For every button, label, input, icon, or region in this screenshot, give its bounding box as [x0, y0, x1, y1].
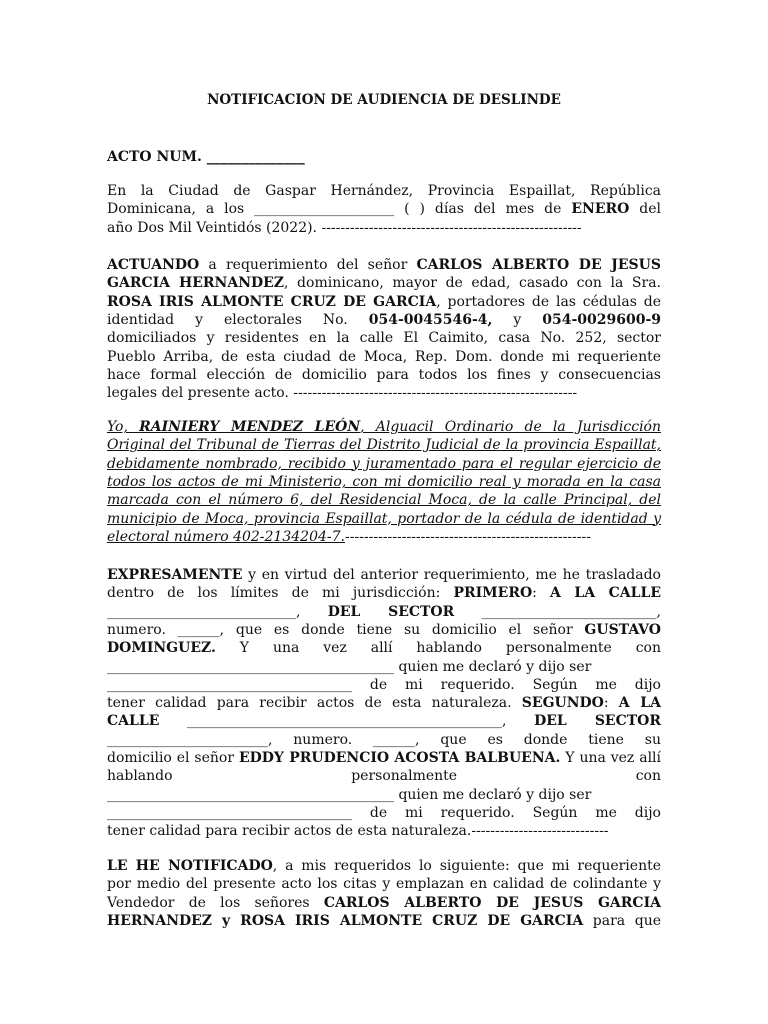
paragraph-2-line	[107, 256, 661, 274]
paragraph-2-line	[107, 293, 661, 311]
acto-number: ACTO NUM. ______________	[107, 149, 305, 165]
text-segment: y en virtud del anterior requerimiento, me he trasladado	[242, 567, 661, 583]
text-segment: CARLOS ALBERTO DE JESUS GARCIA	[323, 894, 661, 911]
text-segment: EDDY PRUDENCIO ACOSTA BALBUENA.	[238, 750, 561, 766]
text-segment: Y una vez allí hablando personalmente con	[215, 640, 661, 657]
text-segment: ----------------------------------------------------	[344, 528, 591, 545]
text-segment: Y una vez allí	[560, 750, 662, 766]
document-title: NOTIFICACION DE AUDIENCIA DE DESLINDE	[207, 92, 561, 108]
text-segment: SEGUNDO	[521, 695, 604, 712]
text-segment: todos los actos de mi Ministerio, con mi domicilio real y morada en la casa	[107, 473, 661, 490]
paragraph-3-line	[107, 528, 661, 546]
paragraph-3-line	[107, 436, 661, 454]
paragraph-4-line	[107, 694, 661, 712]
text-segment: GARCIA HERNANDEZ	[107, 275, 285, 292]
text-segment: identidad y electorales No.	[107, 311, 369, 328]
text-segment: año Dos Mil Veintidós (2022). -------------------------------------------------------	[107, 219, 582, 236]
text-segment: A LA	[618, 695, 661, 712]
text-segment: Dominicana, a los ____________________ ( ) días del mes de	[107, 201, 572, 218]
text-segment: _______________________, numero. ______, que es donde tiene su	[107, 731, 661, 748]
text-segment: HERNANDEZ y ROSA IRIS ALMONTE CRUZ DE GARCIA	[107, 912, 584, 929]
paragraph-3-line	[107, 473, 661, 491]
paragraph-4-line	[107, 749, 661, 767]
text-segment: _________________________,	[454, 603, 661, 620]
text-segment: GUSTAVO	[584, 621, 661, 638]
text-segment: ___________________________,	[107, 603, 328, 620]
text-segment: _________________________________________ quien me declaró y dijo ser	[107, 658, 592, 675]
text-segment: electoral número 402-2134204-7.	[107, 528, 345, 545]
text-segment: domiciliados y residentes en la calle El Caimito, casa No. 252, sector	[107, 330, 661, 347]
paragraph-1-line	[107, 219, 661, 237]
text-segment: A LA CALLE	[550, 585, 662, 602]
text-segment: a requerimiento del señor	[199, 257, 417, 273]
text-segment: PRIMERO	[453, 585, 533, 602]
text-segment: Pueblo Arriba, de esta ciudad de Moca, Rep. Dom. donde mi requeriente	[107, 348, 661, 365]
paragraph-4-line	[107, 658, 661, 676]
paragraph-2-line	[107, 274, 661, 292]
paragraph-4-line	[107, 566, 661, 584]
text-segment: DOMINGUEZ.	[107, 640, 216, 657]
text-segment: 054-0045546-4,	[368, 311, 493, 328]
paragraph-2-line	[107, 348, 661, 366]
text-segment: Vendedor de los señores	[107, 894, 324, 911]
text-segment: numero. ______, que es donde tiene su domicilio el señor	[107, 621, 585, 638]
paragraph-5-line	[107, 912, 661, 930]
text-segment: por medio del presente acto los citas y emplazan en calidad de colindante y	[107, 876, 661, 893]
paragraph-2-line	[107, 329, 661, 347]
paragraph-4-line	[107, 621, 661, 639]
text-segment: _________________________________________ quien me declaró y dijo ser	[107, 786, 592, 803]
paragraph-4-line	[107, 584, 661, 602]
text-segment: tener calidad para recibir actos de esta naturaleza.-----------------------------	[107, 823, 609, 840]
text-segment: legales del presente acto. ------------------------------------------------------------	[107, 385, 578, 402]
paragraph-4-line	[107, 712, 661, 730]
paragraph-1-line	[107, 182, 661, 200]
text-segment: RAINIERY MENDEZ LEÓN	[139, 419, 361, 435]
paragraph-1-line	[107, 200, 661, 218]
text-segment: y	[492, 311, 543, 328]
text-segment: DEL SECTOR	[327, 603, 455, 620]
text-segment: Yo,	[107, 419, 140, 435]
paragraph-5-line	[107, 894, 661, 912]
text-segment: 054-0029600-9	[542, 311, 662, 328]
text-segment: del	[629, 201, 661, 218]
text-segment: debidamente nombrado, recibido y juramentado para el regular ejercicio de	[107, 455, 661, 472]
paragraph-2-line	[107, 311, 661, 329]
text-segment: EXPRESAMENTE	[107, 567, 243, 583]
paragraph-4-line	[107, 767, 661, 785]
text-segment: CALLE	[107, 713, 160, 730]
text-segment: domicilio el señor	[107, 750, 239, 766]
text-segment: para que	[583, 912, 661, 929]
text-segment: ACTUANDO	[107, 257, 200, 273]
text-segment: :	[532, 585, 550, 602]
text-segment: :	[603, 695, 619, 712]
text-segment: DEL SECTOR	[534, 713, 661, 730]
text-segment: ENERO	[571, 201, 630, 218]
paragraph-2-line	[107, 366, 661, 384]
paragraph-2-line	[107, 384, 661, 402]
text-segment: ___________________________________ de mi requerido. Según me dijo	[107, 804, 661, 821]
paragraph-4-line	[107, 676, 661, 694]
paragraph-5-line	[107, 857, 661, 875]
text-segment: , portadores de las cédulas de	[436, 293, 661, 310]
text-segment: tener calidad para recibir actos de esta naturaleza.	[107, 695, 522, 712]
paragraph-4-line	[107, 639, 661, 657]
paragraph-3-line	[107, 510, 661, 528]
text-segment: ___________________________________ de mi requerido. Según me dijo	[107, 676, 661, 693]
paragraph-4-line	[107, 786, 661, 804]
text-segment: , a mis requeridos lo siguiente: que mi requeriente	[272, 858, 661, 874]
paragraph-4-line	[107, 804, 661, 822]
text-segment: , dominicano, mayor de edad, casado con la Sra.	[284, 275, 661, 292]
paragraph-3-line	[107, 455, 661, 473]
paragraph-4-line	[107, 603, 661, 621]
paragraph-3-line	[107, 491, 661, 509]
paragraph-4-line	[107, 731, 661, 749]
text-segment: ROSA IRIS ALMONTE CRUZ DE GARCIA	[107, 293, 437, 310]
text-segment: dentro de los límites de mi jurisdicción:	[107, 585, 454, 602]
text-segment: En la Ciudad de Gaspar Hernández, Provincia Espaillat, República	[107, 183, 661, 199]
text-segment: hace formal elección de domicilio para todos los fines y consecuencias	[107, 366, 661, 383]
text-segment: CARLOS ALBERTO DE JESUS	[416, 257, 661, 273]
text-segment: , Alguacil Ordinario de la Jurisdicción	[360, 419, 661, 435]
text-segment: LE HE NOTIFICADO	[107, 858, 273, 874]
paragraph-5-line	[107, 875, 661, 893]
text-segment: _____________________________________________,	[159, 713, 535, 730]
text-segment: hablando personalmente con	[107, 768, 661, 785]
paragraph-3-line	[107, 418, 661, 436]
text-segment: marcada con el número 6, del Residencial Moca, de la calle Principal, del	[107, 492, 661, 509]
text-segment: municipio de Moca, provincia Espaillat, portador de la cédula de identidad y	[107, 510, 661, 527]
text-segment: Original del Tribunal de Tierras del Distrito Judicial de la provincia Espaillat,	[107, 437, 661, 454]
paragraph-4-line	[107, 822, 661, 840]
